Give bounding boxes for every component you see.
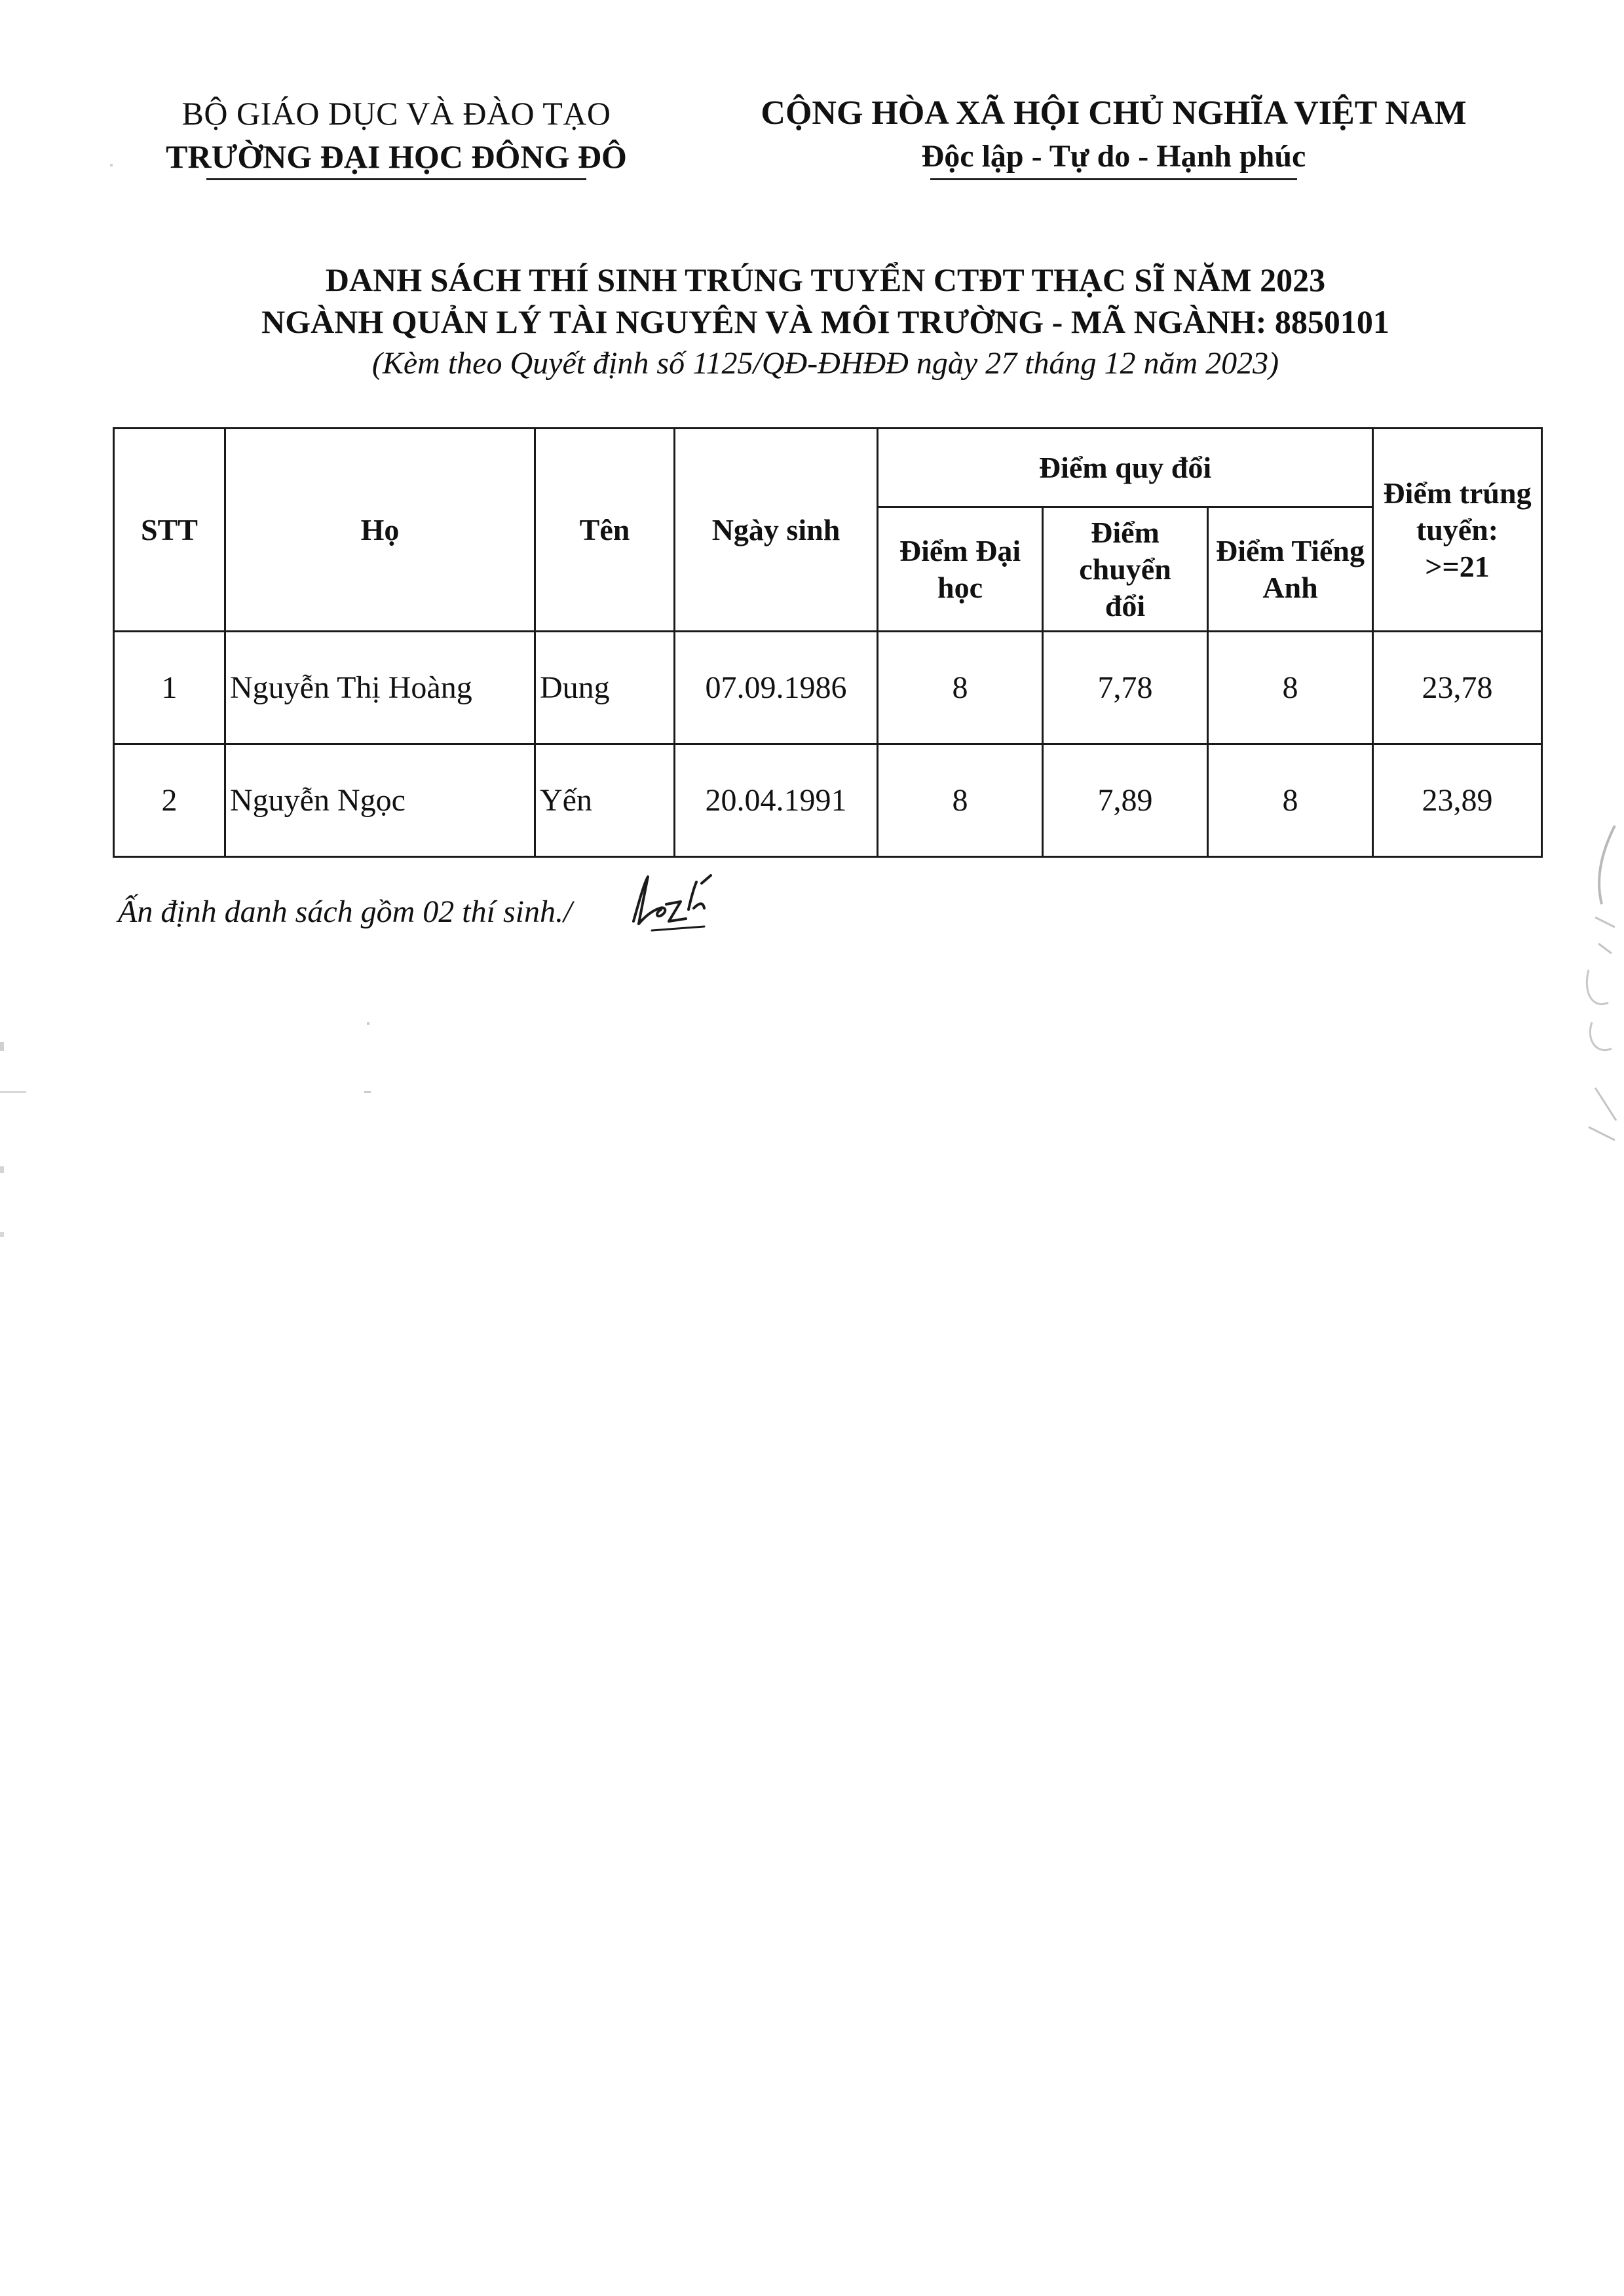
decision-reference	[118, 343, 1533, 385]
ministry-name: BỘ GIÁO DỤC VÀ ĐÀO TẠO	[181, 95, 611, 132]
cell-diem-trung-tuyen: 23,89	[1373, 744, 1542, 857]
stamp-edge-mark	[1576, 813, 1624, 1153]
table-row	[114, 632, 1542, 744]
cell-ngay-sinh: 07.09.1986	[675, 632, 878, 744]
cell-ho: Nguyễn Thị Hoàng	[225, 632, 535, 744]
header-diem-chuyen-doi: Điểm chuyển đổi	[1043, 507, 1208, 632]
header-diem-quy-doi: Điểm quy đổi	[878, 429, 1373, 507]
decision-day: 27	[985, 346, 1017, 381]
cell-stt: 1	[114, 632, 225, 744]
signature-mark	[626, 870, 737, 936]
cell-stt: 2	[114, 744, 225, 857]
header-diem-trung-tuyen: Điểm trúng tuyển: >=21	[1373, 429, 1542, 632]
header-ngay-sinh: Ngày sinh	[675, 429, 878, 632]
header-diem-dai-hoc: Điểm Đại học	[878, 507, 1043, 632]
decision-suffix: tháng 12 năm 2023)	[1017, 346, 1279, 381]
header-ten: Tên	[535, 429, 675, 632]
document-subtitle: NGÀNH QUẢN LÝ TÀI NGUYÊN VÀ MÔI TRƯỜNG - MÃ NGÀNH: 8850101	[261, 303, 1389, 340]
decision-number: 1125	[692, 346, 753, 381]
national-motto: Độc lập - Tự do - Hạnh phúc	[921, 139, 1306, 174]
cell-ho: Nguyễn Ngọc	[225, 744, 535, 857]
decision-prefix: (Kèm theo Quyết định số	[371, 346, 693, 381]
issuer-underline	[206, 178, 586, 180]
cell-diem-chuyen-doi: 7,78	[1043, 632, 1208, 744]
table-row	[114, 744, 1542, 857]
cell-ten: Dung	[535, 632, 675, 744]
cell-diem-chuyen-doi: 7,89	[1043, 744, 1208, 857]
cell-ngay-sinh: 20.04.1991	[675, 744, 878, 857]
document-title-block	[118, 259, 1533, 385]
cell-ten: Yến	[535, 744, 675, 857]
header-diem-tieng-anh: Điểm Tiếng Anh	[1208, 507, 1373, 632]
table-header-row	[114, 429, 1542, 507]
header-ho: Họ	[225, 429, 535, 632]
cell-diem-trung-tuyen: 23,78	[1373, 632, 1542, 744]
admission-table	[113, 427, 1543, 858]
document-title: DANH SÁCH THÍ SINH TRÚNG TUYỂN CTĐT THẠC SĨ NĂM 2023	[325, 261, 1326, 298]
cell-diem-dai-hoc: 8	[878, 744, 1043, 857]
motto-underline	[930, 178, 1297, 180]
republic-name: CỘNG HÒA XÃ HỘI CHỦ NGHĨA VIỆT NAM	[761, 94, 1467, 132]
header-stt: STT	[114, 429, 225, 632]
decision-mid: /QĐ-ĐHĐĐ ngày	[753, 346, 986, 381]
national-heading	[708, 92, 1520, 180]
issuer-block	[111, 92, 681, 180]
school-name: TRƯỜNG ĐẠI HỌC ĐÔNG ĐÔ	[166, 138, 627, 175]
cell-diem-tieng-anh: 8	[1208, 744, 1373, 857]
cell-diem-tieng-anh: 8	[1208, 632, 1373, 744]
cell-diem-dai-hoc: 8	[878, 632, 1043, 744]
closing-statement: Ấn định danh sách gồm 02 thí sinh./	[118, 894, 573, 929]
